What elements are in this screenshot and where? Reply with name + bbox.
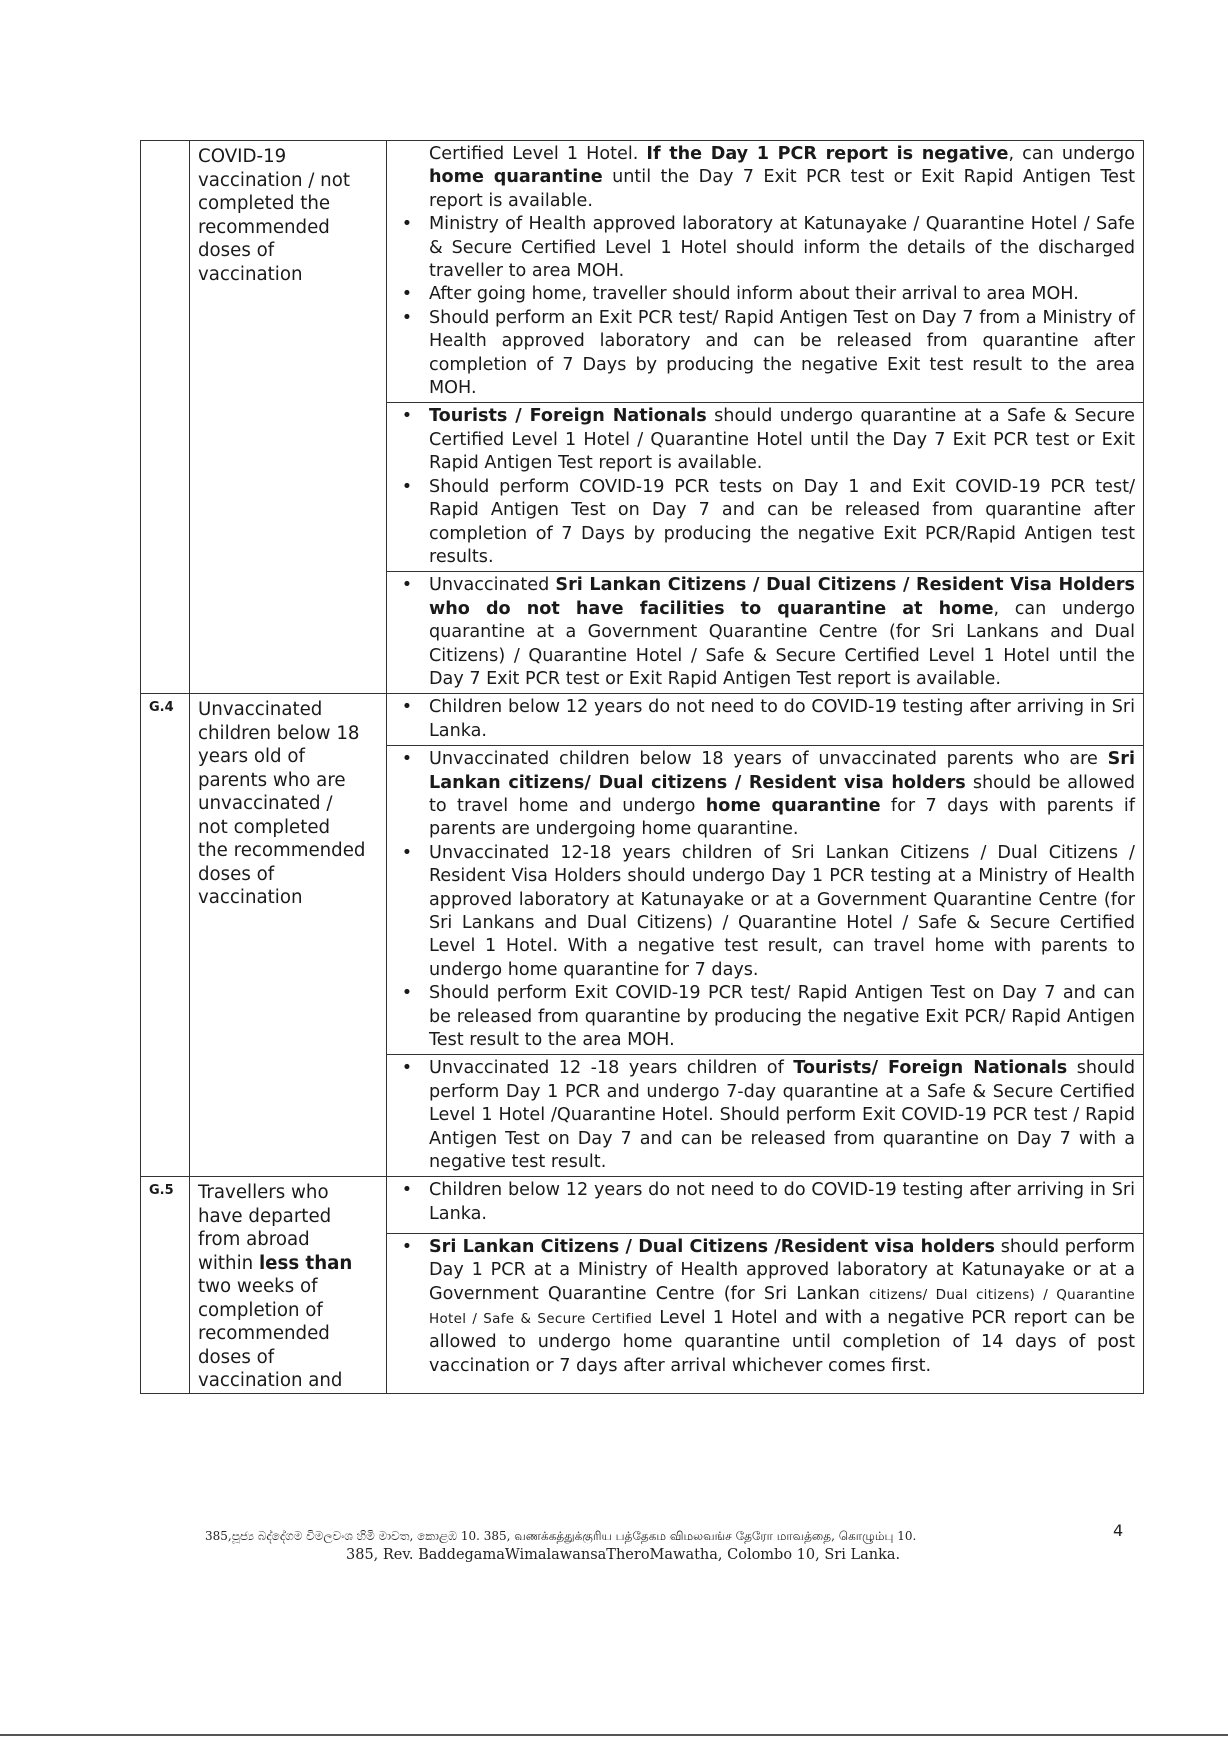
description-line: recommended: [198, 216, 330, 238]
description-line: years old of: [198, 746, 305, 768]
description-line: within less than: [198, 1252, 353, 1274]
guideline-id: G.5: [141, 1177, 190, 1394]
page-number: 4: [1113, 1521, 1124, 1540]
description-line: vaccination: [198, 263, 303, 285]
description-line: two weeks of: [198, 1276, 318, 1298]
description-line: doses of: [198, 1346, 275, 1368]
description-line: parents who are: [198, 769, 346, 791]
bullet-icon: •: [401, 406, 413, 427]
guideline-cell: [387, 403, 1144, 572]
page-bottom-rule: [0, 1734, 1228, 1736]
description-line: COVID-19: [198, 146, 287, 167]
description-line: completed the: [198, 193, 331, 214]
description-line: from abroad: [198, 1229, 310, 1251]
guideline-bullet: • Should perform Exit COVID-19 PCR test/ Rapid Antigen Test on Day 7 and can be released from quarantine by producing the negative Exit PCR/ Rapid Antigen Test result to the area MOH.: [387, 982, 1135, 1052]
description-line: have departed: [198, 1205, 332, 1227]
guideline-cell: [387, 746, 1144, 1055]
guidelines-table: [140, 140, 1144, 1394]
description-line: the recommended: [198, 840, 366, 862]
guideline-cell: [387, 1177, 1144, 1233]
description-line: unvaccinated /: [198, 793, 333, 815]
bullet-icon: •: [401, 983, 413, 1004]
guideline-id: G.4: [141, 694, 190, 1177]
description-line: completion of: [198, 1299, 323, 1321]
guideline-bullet: • Children below 12 years do not need to do COVID-19 testing after arriving in Sri Lanka.: [387, 696, 1135, 743]
footer-address-local: 385,පූජ්‍ය බද්දේගම විමලවංශ හිමි මාවත, කොළඹ 10. 385, வணக்கத்துக்குரிய பத்தேகம விமலவங்ச தேரோ மாவத்தை, கொழும்பு 10.: [205, 1529, 917, 1543]
table-row: [141, 1177, 1144, 1233]
bullet-icon: •: [401, 1058, 413, 1079]
bullet-icon: •: [401, 476, 413, 497]
description-line: vaccination / not: [198, 169, 350, 191]
bullet-icon: •: [401, 575, 413, 596]
guideline-bullet: • Children below 12 years do not need to do COVID-19 testing after arriving in Sri Lanka.: [387, 1179, 1135, 1226]
bullet-icon: •: [401, 749, 413, 770]
category-description: [190, 141, 387, 694]
bullet-icon: •: [401, 1180, 413, 1201]
description-line: vaccination: [198, 887, 303, 909]
guideline-bullet: Certified Level 1 Hotel. If the Day 1 PCR report is negative, can undergo home quarantine until the Day 7 Exit PCR test or Exit Rapid Antigen Test report is available.: [429, 144, 1136, 211]
bullet-icon: •: [401, 214, 413, 235]
guideline-bullet: • Unvaccinated children below 18 years of unvaccinated parents who are Sri Lankan citizens/ Dual citizens / Resident visa holders should be allowed to travel home and undergo home quarantine for 7 days with parents if parents are undergoing home quarantine.: [387, 748, 1135, 842]
guideline-bullet: • Unvaccinated 12 -18 years children of Tourists/ Foreign Nationals should perform Day 1 PCR and undergo 7-day quarantine at a Safe & Secure Certified Level 1 Hotel /Quarantine Hotel. Should perform Exit COVID-19 PCR test / Rapid Antigen Test on Day 7 and can be released from quarantine on Day 7 with a negative test result.: [387, 1057, 1135, 1174]
guideline-cell: [387, 572, 1144, 694]
guideline-id: [141, 141, 190, 694]
guideline-bullet: • Should perform an Exit PCR test/ Rapid Antigen Test on Day 7 from a Ministry of Health approved laboratory and can be released from quarantine after completion of 7 Days by producing the negative Exit test result to the area MOH.: [387, 307, 1135, 401]
guideline-cell: [387, 1055, 1144, 1177]
category-description: [190, 694, 387, 1177]
description-line: Unvaccinated: [198, 699, 323, 721]
bullet-icon: •: [401, 284, 413, 305]
guideline-bullet: • Unvaccinated 12-18 years children of Sri Lankan Citizens / Dual Citizens / Resident Visa Holders should undergo Day 1 PCR testing at a Ministry of Health approved laboratory at Katunayake or at a Government Quarantine Centre (for Sri Lankans and Dual Citizens) / Quarantine Hotel / Safe & Secure Certified Level 1 Hotel. With a negative test result, can travel home with parents to undergo home quarantine for 7 days.: [387, 842, 1135, 982]
description-line: children below 18: [198, 722, 360, 744]
bullet-icon: •: [401, 842, 413, 863]
guideline-cell: [387, 141, 1144, 403]
guideline-cell: [387, 1233, 1144, 1393]
bullet-icon: •: [401, 697, 413, 718]
bullet-icon: •: [401, 307, 413, 328]
table-row: [141, 141, 1144, 403]
description-line: recommended: [198, 1323, 330, 1345]
description-line: not completed: [198, 816, 331, 838]
guideline-bullet: • Should perform COVID-19 PCR tests on Day 1 and Exit COVID-19 PCR test/ Rapid Antigen Test on Day 7 and can be released from quarantine after completion of 7 Days by producing the negative Exit PCR/Rapid Antigen test results.: [387, 476, 1135, 570]
guideline-bullet: • Ministry of Health approved laboratory at Katunayake / Quarantine Hotel / Safe & Secure Certified Level 1 Hotel should inform the details of the discharged traveller to area MOH.: [387, 213, 1135, 283]
guideline-bullet: • After going home, traveller should inform about their arrival to area MOH.: [387, 283, 1135, 306]
guideline-bullet: • Sri Lankan Citizens / Dual Citizens /Resident visa holders should perform Day 1 PCR at a Ministry of Health approved laboratory at Katunayake or at a Government Quarantine Centre (for Sri Lankan citizens/ Dual citizens) / Quarantine Hotel / Safe & Secure Certified Level 1 Hotel and with a negative PCR report can be allowed to undergo home quarantine until completion of 14 days of post vaccination or 7 days after arrival whichever comes first.: [387, 1236, 1135, 1378]
guideline-bullet: • Tourists / Foreign Nationals should undergo quarantine at a Safe & Secure Certified Level 1 Hotel / Quarantine Hotel until the Day 7 Exit PCR test or Exit Rapid Antigen Test report is available.: [387, 405, 1135, 475]
description-line: doses of: [198, 240, 275, 261]
table-row: [141, 694, 1144, 746]
bullet-icon: •: [401, 1236, 413, 1257]
footer-address-english: 385, Rev. BaddegamaWimalawansaTheroMawatha, Colombo 10, Sri Lanka.: [346, 1547, 901, 1563]
guideline-bullet: • Unvaccinated Sri Lankan Citizens / Dual Citizens / Resident Visa Holders who do not have facilities to quarantine at home, can undergo quarantine at a Government Quarantine Centre (for Sri Lankans and Dual Citizens) / Quarantine Hotel / Safe & Secure Certified Level 1 Hotel until the Day 7 Exit PCR test or Exit Rapid Antigen Test report is available.: [387, 574, 1135, 691]
category-description: [190, 1177, 387, 1394]
description-line: vaccination and: [198, 1370, 343, 1392]
description-line: doses of: [198, 863, 275, 885]
guideline-cell: [387, 694, 1144, 746]
description-line: Travellers who: [198, 1182, 329, 1204]
